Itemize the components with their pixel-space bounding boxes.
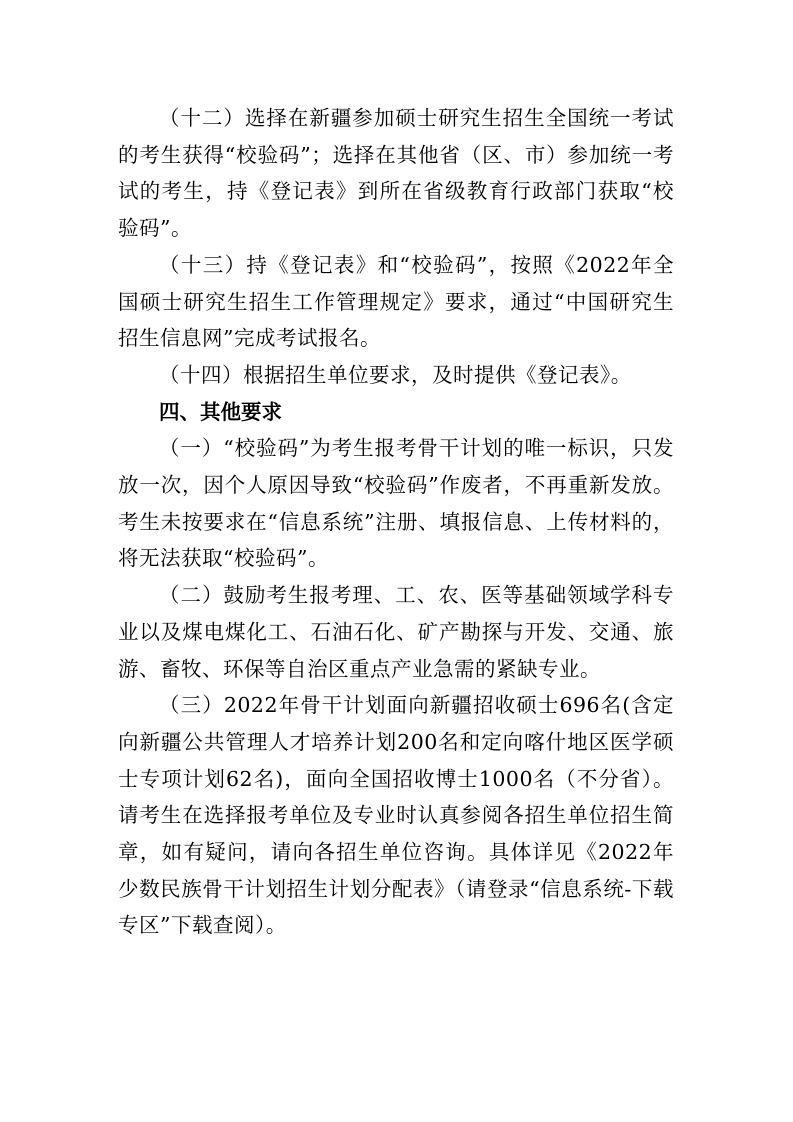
section-paragraph-2: （二）鼓励考生报考理、工、农、医等基础领域学科专业以及煤电煤化工、石油石化、矿产勘探与开发、交通、旅游、畜牧、环保等自治区重点产业急需的紧缺专业。 bbox=[118, 583, 674, 681]
section-heading: 四、其他要求 bbox=[159, 399, 282, 424]
paragraph-item-13: （十三）持《登记表》和“校验码”，按照《2022年全国硕士研究生招生工作管理规定》要求，通过“中国研究生招生信息网”完成考试报名。 bbox=[118, 252, 674, 351]
paragraph-item-12: （十二）选择在新疆参加硕士研究生招生全国统一考试的考生获得“校验码”；选择在其他省（区、市）参加统一考试的考生，持《登记表》到所在省级教育行政部门获取“校验码”。 bbox=[118, 106, 674, 241]
section-paragraph-1: （一）“校验码”为考生报考骨干计划的唯一标识，只发放一次，因个人原因导致“校验码”作废者，不再重新发放。考生未按要求在“信息系统”注册、填报信息、上传材料的，将无法获取“校验码”。 bbox=[118, 436, 674, 571]
section-paragraph-3: （三）2022年骨干计划面向新疆招收硕士696名(含定向新疆公共管理人才培养计划200名和定向喀什地区医学硕士专项计划62名)，面向全国招收博士1000名（不分省）。请考生在选择报考单位及专业时认真参阅各招生单位招生简章，如有疑问，请向各招生单位咨询。具体详见《2022年少数民族骨干计划招生计划分配表》（请登录“信息系统-下载专区”下载查阅）。 bbox=[118, 693, 674, 938]
paragraph-item-14: （十四）根据招生单位要求，及时提供《登记表》。 bbox=[159, 362, 632, 387]
document-body bbox=[118, 100, 674, 944]
